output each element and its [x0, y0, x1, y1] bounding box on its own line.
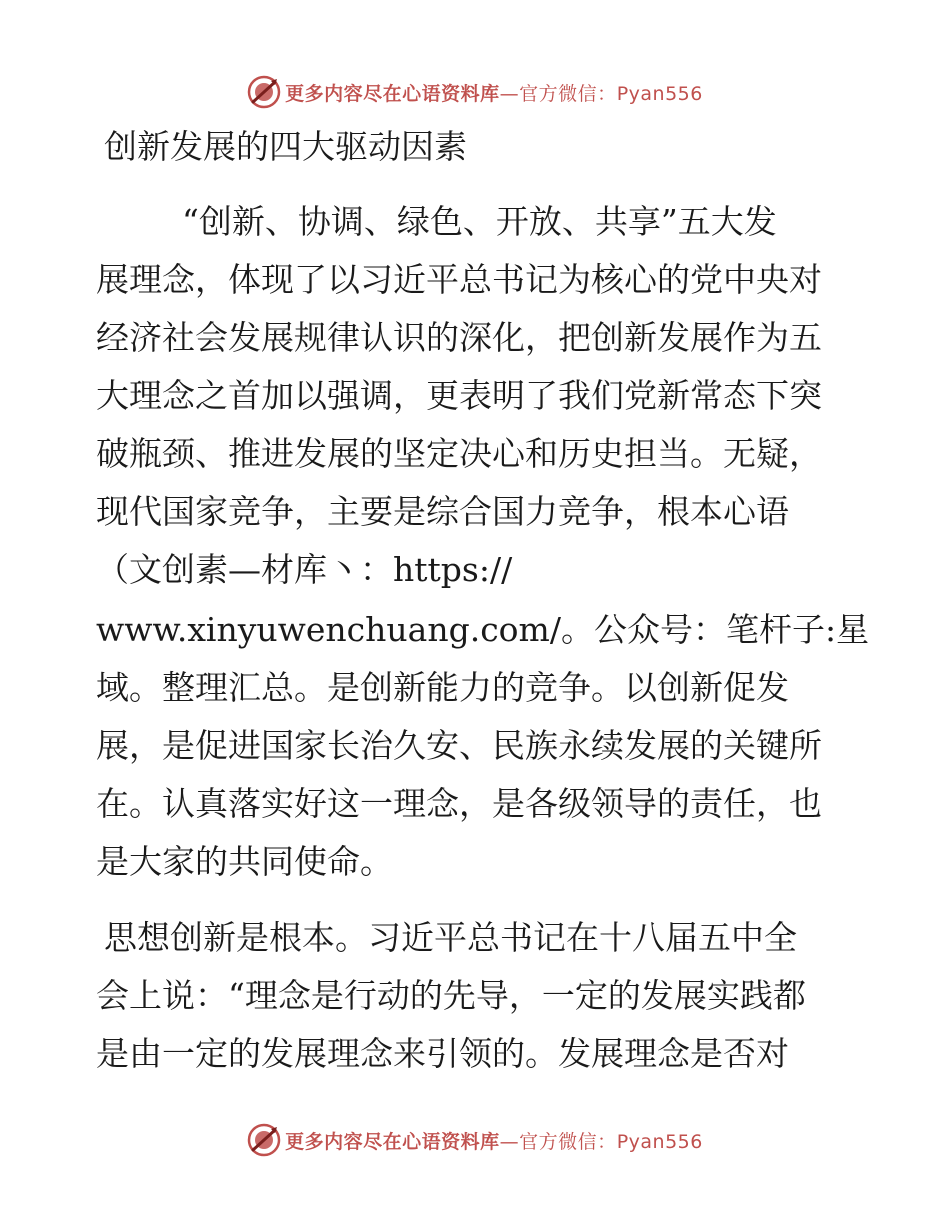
banner-wechat-id: Pyan556 [616, 82, 703, 105]
paragraph-line: （文创素—材库丶：https:// [96, 550, 513, 589]
seal-logo-icon [247, 75, 281, 109]
paragraph-line: 是大家的共同使命。 [96, 842, 393, 881]
paragraph-line: 现代国家竞争，主要是综合国力竞争，根本心语 [96, 492, 789, 531]
banner-wechat-label: 官方微信： [519, 1130, 617, 1153]
document-title: 创新发展的四大驱动因素 [104, 127, 467, 166]
paragraph-line: 是由一定的发展理念来引领的。发展理念是否对 [96, 1034, 789, 1073]
banner-lead: 更多内容尽在心语资料库 [285, 1130, 500, 1153]
paragraph-line: 在。认真落实好这一理念，是各级领导的责任，也 [96, 784, 822, 823]
paragraph-line: “创新、协调、绿色、开放、共享”五大发 [182, 202, 777, 241]
paragraph-line: www.xinyuwenchuang.com/。公众号：笔杆子:星 [96, 610, 870, 649]
banner-text [285, 1127, 703, 1154]
banner-lead: 更多内容尽在心语资料库 [285, 82, 500, 105]
banner-dash: — [499, 82, 520, 105]
paragraph-line: 展理念，体现了以习近平总书记为核心的党中央对 [96, 260, 822, 299]
banner-wechat-label: 官方微信： [519, 82, 617, 105]
banner-dash: — [499, 1130, 520, 1153]
header-banner [0, 72, 950, 112]
paragraph-line: 思想创新是根本。习近平总书记在十八届五中全 [104, 918, 797, 957]
paragraph-line: 会上说：“理念是行动的先导，一定的发展实践都 [96, 976, 806, 1015]
paragraph-line: 破瓶颈、推进发展的坚定决心和历史担当。无疑， [96, 434, 822, 473]
paragraph-line: 域。整理汇总。是创新能力的竞争。以创新促发 [96, 668, 789, 707]
paragraph-line: 经济社会发展规律认识的深化，把创新发展作为五 [96, 318, 822, 357]
banner-wechat-id: Pyan556 [616, 1130, 703, 1153]
footer-banner [0, 1120, 950, 1160]
banner-text [285, 79, 703, 106]
paragraph-line: 展，是促进国家长治久安、民族永续发展的关键所 [96, 726, 822, 765]
paragraph-line: 大理念之首加以强调，更表明了我们党新常态下突 [96, 376, 822, 415]
seal-logo-icon [247, 1123, 281, 1157]
